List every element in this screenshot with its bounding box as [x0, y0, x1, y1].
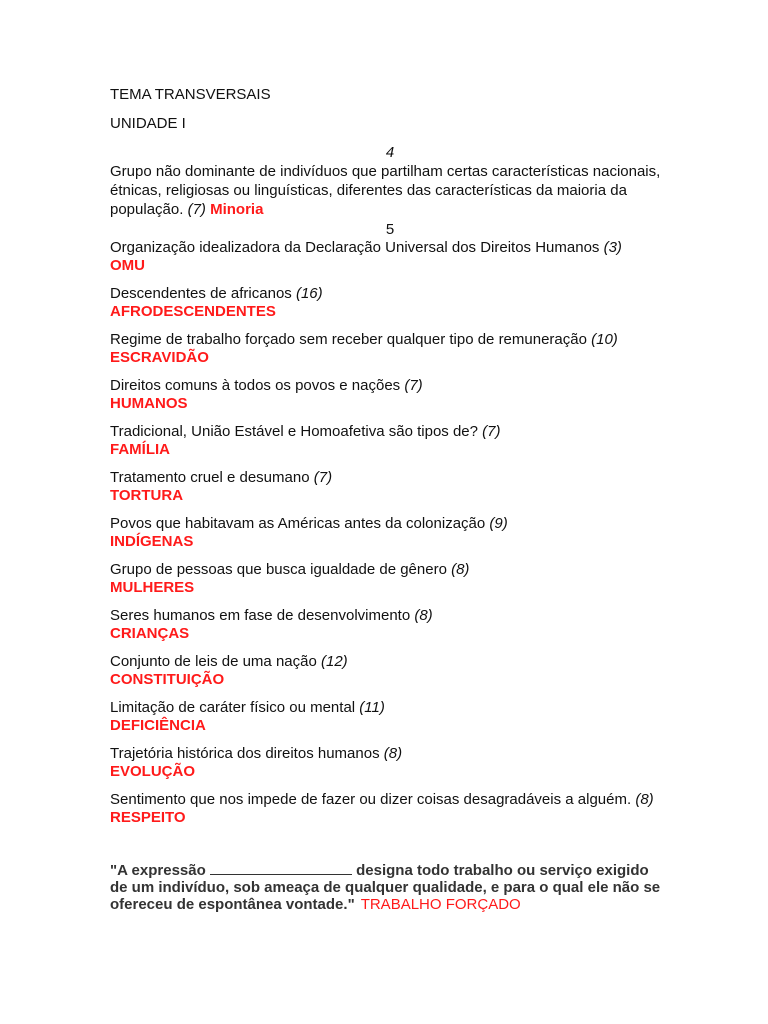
clue-hint: (12) — [320, 653, 348, 670]
clue-answer: TORTURA — [110, 486, 184, 504]
clue-item — [110, 515, 670, 550]
quote-paragraph — [110, 862, 670, 913]
clue-answer: MULHERES — [110, 578, 195, 596]
clue-hint: (8) — [451, 561, 470, 578]
clue-item — [110, 423, 670, 458]
clue-hint: (9) — [489, 515, 508, 532]
quote-answer: TRABALHO FORÇADO — [360, 896, 521, 913]
clue-item — [110, 285, 670, 320]
clue-hint: (7) — [187, 201, 206, 218]
clue-hint: (7) — [482, 423, 501, 440]
clue-answer: Minoria — [210, 201, 264, 218]
clue-answer: OMU — [110, 256, 145, 274]
clue-answer: EVOLUÇÃO — [110, 762, 196, 780]
clue-item — [110, 561, 670, 596]
clue-question: Grupo de pessoas que busca igualdade de gênero — [110, 561, 447, 578]
clue-answer: INDÍGENAS — [110, 532, 194, 550]
clue-question: Conjunto de leis de uma nação — [110, 653, 317, 670]
clue-item — [110, 469, 670, 504]
clue-answer: FAMÍLIA — [110, 440, 170, 458]
clue-list — [110, 239, 670, 826]
section-number-5: 5 — [385, 221, 395, 238]
document-page — [110, 84, 670, 928]
clue-question: Grupo não dominante de indivíduos que partilham certas características nacionais, étnicas, religiosas ou linguísticas, diferentes das características da maioria da população. — [110, 163, 661, 218]
quote-before: "A expressão — [110, 862, 210, 879]
quote-after: designa todo trabalho ou serviço exigido de um indivíduo, sob ameaça de qualquer qualidade, e para o qual ele não se ofereceu de espontânea vontade." — [110, 862, 661, 913]
clue-answer: CRIANÇAS — [110, 624, 190, 642]
clue-item — [110, 653, 670, 688]
clue-answer: RESPEITO — [110, 808, 186, 826]
clue-hint: (7) — [313, 469, 333, 486]
clue-hint: (16) — [295, 285, 323, 302]
clue-hint: (8) — [635, 791, 654, 808]
clue-question: Tradicional, União Estável e Homoafetiva são tipos de? — [110, 423, 478, 440]
clue-question: Tratamento cruel e desumano — [110, 469, 310, 486]
clue-answer: AFRODESCENDENTES — [110, 302, 276, 320]
clue-hint: (8) — [414, 607, 433, 624]
clue-question: Organização idealizadora da Declaração Universal dos Direitos Humanos — [110, 239, 600, 256]
clue-hint: (3) — [603, 239, 622, 256]
clue-hint: (7) — [404, 377, 423, 394]
clue-question: Direitos comuns à todos os povos e nações — [110, 377, 401, 394]
clue-answer: CONSTITUIÇÃO — [110, 670, 225, 688]
clue-question: Limitação de caráter físico ou mental — [110, 699, 356, 716]
clue-answer: DEFICIÊNCIA — [110, 716, 206, 734]
clue-item — [110, 377, 670, 412]
clue-answer: ESCRAVIDÃO — [110, 348, 209, 366]
clue-hint: (11) — [359, 699, 385, 716]
section-number-4: 4 — [385, 144, 395, 161]
clue-hint: (8) — [383, 745, 403, 762]
clue-question: Povos que habitavam as Américas antes da colonização — [110, 515, 486, 532]
section-4-clue — [110, 162, 670, 219]
unit-heading: UNIDADE I — [110, 115, 186, 132]
clue-question: Regime de trabalho forçado sem receber qualquer tipo de remuneração — [110, 331, 587, 348]
clue-answer: HUMANOS — [110, 394, 188, 412]
clue-hint: (10) — [591, 331, 618, 348]
document-title: TEMA TRANSVERSAIS — [110, 86, 271, 103]
clue-item — [110, 239, 670, 274]
clue-item — [110, 607, 670, 642]
clue-item — [110, 699, 670, 734]
clue-question: Trajetória histórica dos direitos humanos — [110, 745, 380, 762]
blank-line — [210, 862, 352, 875]
clue-question: Sentimento que nos impede de fazer ou dizer coisas desagradáveis a alguém. — [110, 791, 632, 808]
clue-item — [110, 331, 670, 366]
clue-item — [110, 791, 670, 826]
clue-question: Descendentes de africanos — [110, 285, 292, 302]
clue-item — [110, 745, 670, 780]
clue-question: Seres humanos em fase de desenvolvimento — [110, 607, 411, 624]
